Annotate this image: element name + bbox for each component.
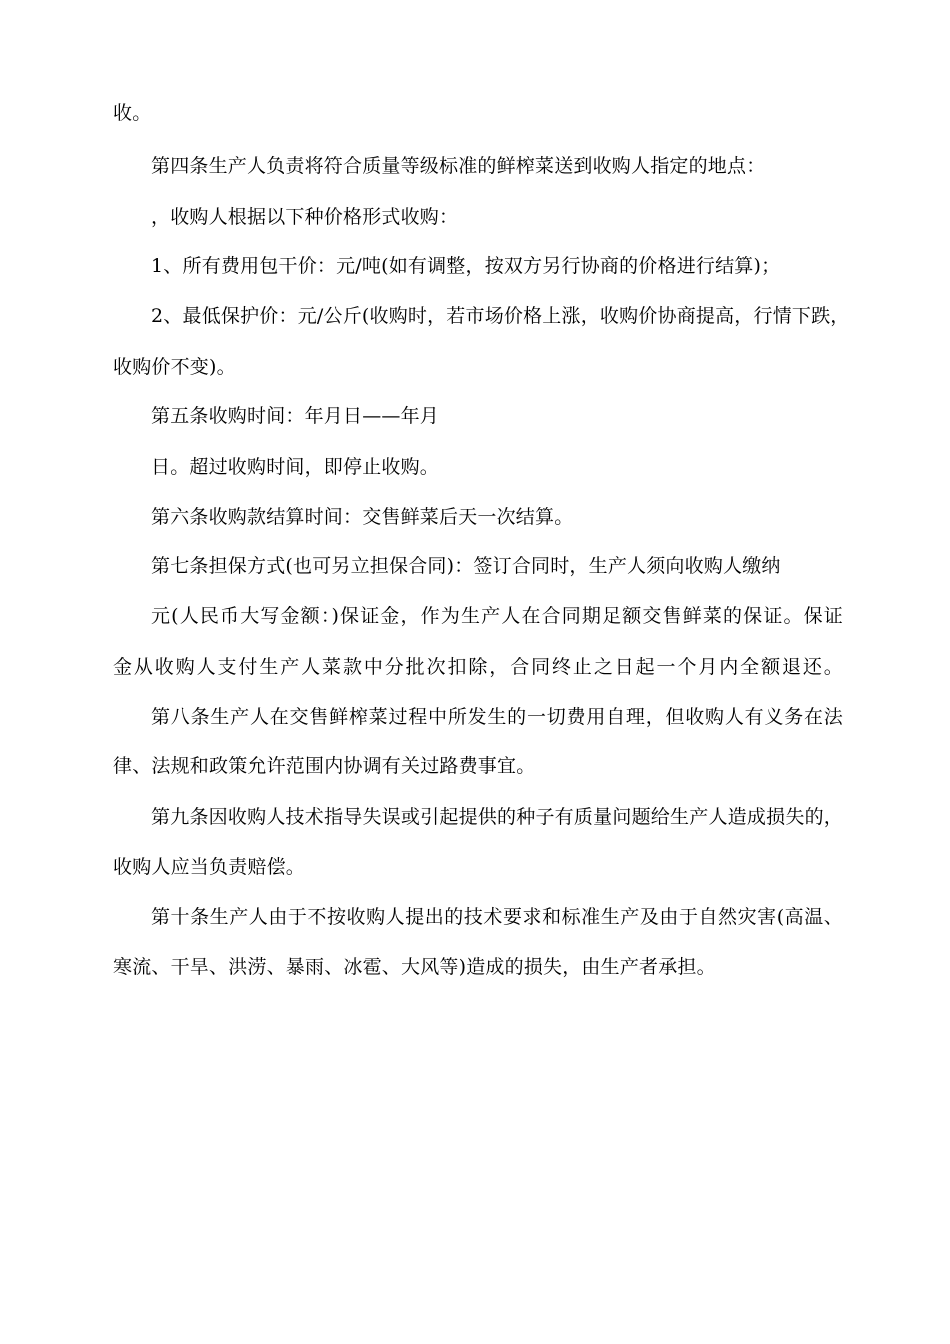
text-line: 第四条生产人负责将符合质量等级标准的鲜榨菜送到收购人指定的地点： <box>151 155 766 177</box>
text-line: 收。 <box>113 102 152 124</box>
text-line: 1、所有费用包干价：元/吨(如有调整，按双方另行协商的价格进行结算)； <box>151 255 781 277</box>
text-line: 第五条收购时间：年月日——年月 <box>151 405 440 427</box>
text-line: ，收购人根据以下种价格形式收购： <box>151 206 459 228</box>
text-line: 第九条因收购人技术指导失误或引起提供的种子有质量问题给生产人造成损失的， <box>151 806 843 828</box>
text-line: 寒流、干旱、洪涝、暴雨、冰雹、大风等)造成的损失，由生产者承担。 <box>113 956 716 978</box>
text-line: 收购人应当负责赔偿。 <box>113 856 306 878</box>
text-line: 第七条担保方式(也可另立担保合同)：签订合同时，生产人须向收购人缴纳 <box>151 555 781 577</box>
text-line: 第十条生产人由于不按收购人提出的技术要求和标准生产及由于自然灾害(高温、 <box>151 906 843 928</box>
text-line: 2、最低保护价：元/公斤(收购时，若市场价格上涨，收购价协商提高，行情下跌， <box>151 305 850 327</box>
text-line: 日。超过收购时间，即停止收购。 <box>151 456 440 478</box>
text-line: 律、法规和政策允许范围内协调有关过路费事宜。 <box>113 755 536 777</box>
text-line: 第八条生产人在交售鲜榨菜过程中所发生的一切费用自理，但收购人有义务在法 <box>151 706 843 728</box>
text-line: 第六条收购款结算时间：交售鲜菜后天一次结算。 <box>151 506 574 528</box>
text-line: 金从收购人支付生产人菜款中分批次扣除，合同终止之日起一个月内全额退还。 <box>113 656 843 678</box>
text-line: 元(人民币大写金额：)保证金，作为生产人在合同期足额交售鲜菜的保证。保证 <box>151 605 843 627</box>
text-line: 收购价不变)。 <box>113 356 236 378</box>
